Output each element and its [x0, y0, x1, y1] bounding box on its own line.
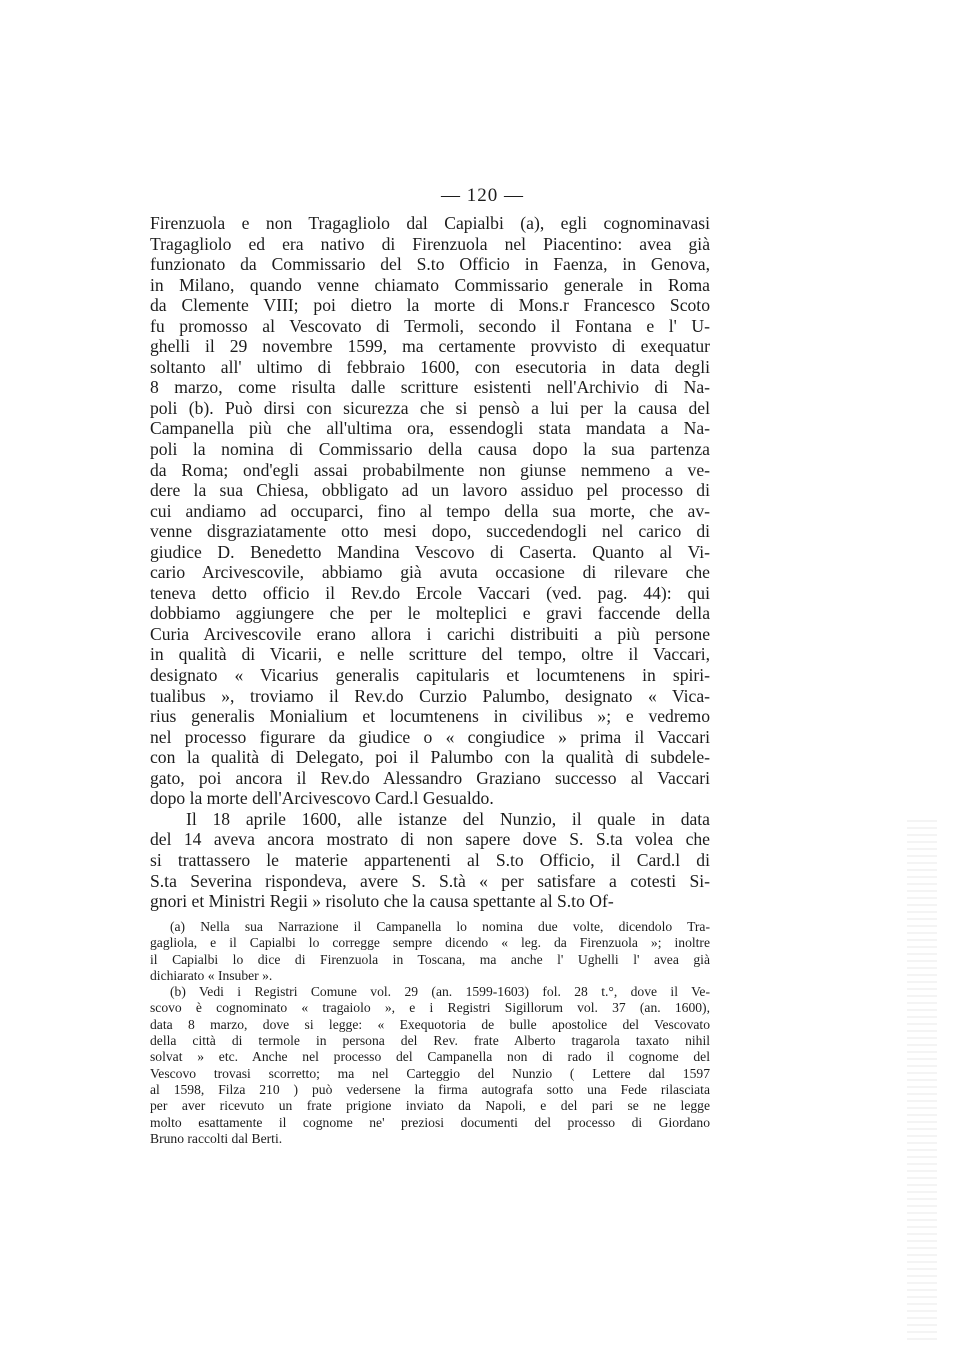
body-line: tualibus », troviamo il Rev.do Curzio Palumbo, designato « Vica- — [150, 685, 710, 706]
footnote-line: (b) Vedi i Registri Comune vol. 29 (an. 1599-1603) fol. 28 t.°, dove il Ve- — [170, 984, 710, 1000]
body-line: ghelli il 29 novembre 1599, ma certamente provvisto di exequatur — [150, 336, 710, 357]
body-line: gnori et Ministri Regii » risoluto che la causa spettante al S.to Of- — [150, 891, 614, 912]
scan-edge-texture — [907, 820, 937, 1340]
body-line: gato, poi ancora il Rev.do Alessandro Graziano successo al Vaccari — [150, 767, 710, 788]
footnote-line: scovo è cognominato « tragaiolo », e i Registri Sigillorum vol. 37 (an. 1600), — [150, 1000, 710, 1016]
body-line: dere la sua Chiesa, obbligato ad un lavoro assiduo pel processo di — [150, 480, 710, 501]
body-line: dobbiamo aggiungere che per le molteplici e gravi faccende della — [150, 603, 710, 624]
footnote-line: della città di termole in persona del Rev. frate Alberto tragarola taxato nihil — [150, 1033, 710, 1049]
footnote-line: (a) Nella sua Narrazione il Campanella lo nomina due volte, dicendolo Tra- — [170, 919, 710, 934]
body-line: nel processo figurare da giudice o « congiudice » prima il Vaccari — [150, 726, 710, 747]
body-line: Il 18 aprile 1600, alle istanze del Nunzio, il quale in data — [186, 808, 710, 829]
footnote-line: solvat » etc. Anche nel processo del Campanella non di rado il cognome del — [150, 1049, 710, 1065]
body-line: soltanto all' ultimo di febbraio 1600, con esecutoria in data degli — [150, 356, 710, 377]
body-line: cario Arcivescovile, abbiamo già avuta occasione di rilevare che — [150, 562, 710, 583]
body-line: cui andiamo ad occuparci, fino al tempo della sua morte, che av- — [150, 500, 710, 521]
footnotes — [150, 919, 710, 1147]
body-line: da Clemente VIII; poi dietro la morte di Mons.r Francesco Scoto — [150, 295, 710, 316]
body-line: fu promosso al Vescovato di Termoli, secondo il Fontana e l' U- — [150, 315, 710, 336]
body-line: in qualità di Vicarii, e nelle scritture del tempo, oltre il Vaccari, — [150, 644, 710, 665]
main-text — [150, 213, 710, 912]
body-line: funzionato da Commissario del S.to Officio in Faenza, in Genova, — [150, 254, 710, 275]
footnote-line: Vescovo trovasi scorretto; ma nel Carteggio del Nunzio ( Lettere dal 1597 — [150, 1065, 710, 1081]
footnote-line: al 1598, Filza 210 ) può vedersene la firma autografa sotto una Fede rilasciata — [150, 1081, 710, 1097]
body-line: venne disgraziatamente otto mesi dopo, succedendogli nel carico di — [150, 521, 710, 542]
body-line: da Roma; ond'egli assai probabilmente non giunse nemmeno a ve- — [150, 459, 710, 480]
body-line: con la qualità di Delegato, poi il Palumbo con la qualità di subdele- — [150, 747, 710, 768]
body-line: del 14 aveva ancora mostrato di non sapere dove S. S.ta volea che — [150, 829, 710, 850]
body-line: Campanella più che all'ultima ora, essendogli stata mandata a Na- — [150, 418, 710, 439]
footnote-line: gagliola, e il Capialbi lo corregge sempre dicendo « leg. da Firenzuola »; inoltre — [150, 935, 710, 951]
body-line: Tragagliolo ed era nativo di Firenzuola nel Piacentino: avea già — [150, 233, 710, 254]
body-line: designato « Vicarius generalis capitularis et locumtenens in spiri- — [150, 665, 710, 686]
body-line: rius generalis Monialium et locumtenens in civilibus »; e vedremo — [150, 706, 710, 727]
body-line: poli (b). Può dirsi con sicurezza che si pensò a lui per la causa del — [150, 397, 710, 418]
body-line: teneva detto officio il Rev.do Ercole Vaccari (ved. pag. 44): qui — [150, 582, 710, 603]
body-line: poli la nomina di Commissario della causa dopo la sua partenza — [150, 439, 710, 460]
body-line: si trattassero le materie appartenenti al S.to Officio, il Card.l di — [150, 849, 710, 870]
footnote-line: molto esattamente il cognome ne' preziosi documenti del processo di Giordano — [150, 1114, 710, 1130]
footnote-line: Bruno raccolti dal Berti. — [150, 1130, 283, 1146]
body-line: 8 marzo, come risulta dalle scritture esistenti nell'Archivio di Na- — [150, 377, 710, 398]
body-line: S.ta Severina rispondeva, avere S. S.tà « per satisfare a cotesti Si- — [150, 870, 710, 891]
footnote-line: il Capialbi lo dice di Firenzuola in Toscana, ma anche l' Ughelli l' avea già — [150, 951, 710, 967]
body-line: giudice D. Benedetto Mandina Vescovo di Caserta. Quanto al Vi- — [150, 541, 710, 562]
body-line: Firenzuola e non Tragagliolo dal Capialbi (a), egli cognominavasi — [150, 213, 710, 233]
body-line: dopo la morte dell'Arcivescovo Card.l Gesualdo. — [150, 788, 494, 809]
page-number: — 120 — — [441, 185, 524, 206]
footnote-line: per aver ricevuto un frate prigione inviato da Napoli, e del pari se ne legge — [150, 1098, 710, 1114]
footnote-line: data 8 marzo, dove si legge: « Exequotoria de bulle apostolice del Vescovato — [150, 1016, 710, 1032]
body-line: Curia Arcivescovile erano allora i carichi distribuiti a più persone — [150, 623, 710, 644]
footnote-line: dichiarato « Insuber ». — [150, 967, 273, 983]
body-line: in Milano, quando venne chiamato Commissario generale in Roma — [150, 274, 710, 295]
